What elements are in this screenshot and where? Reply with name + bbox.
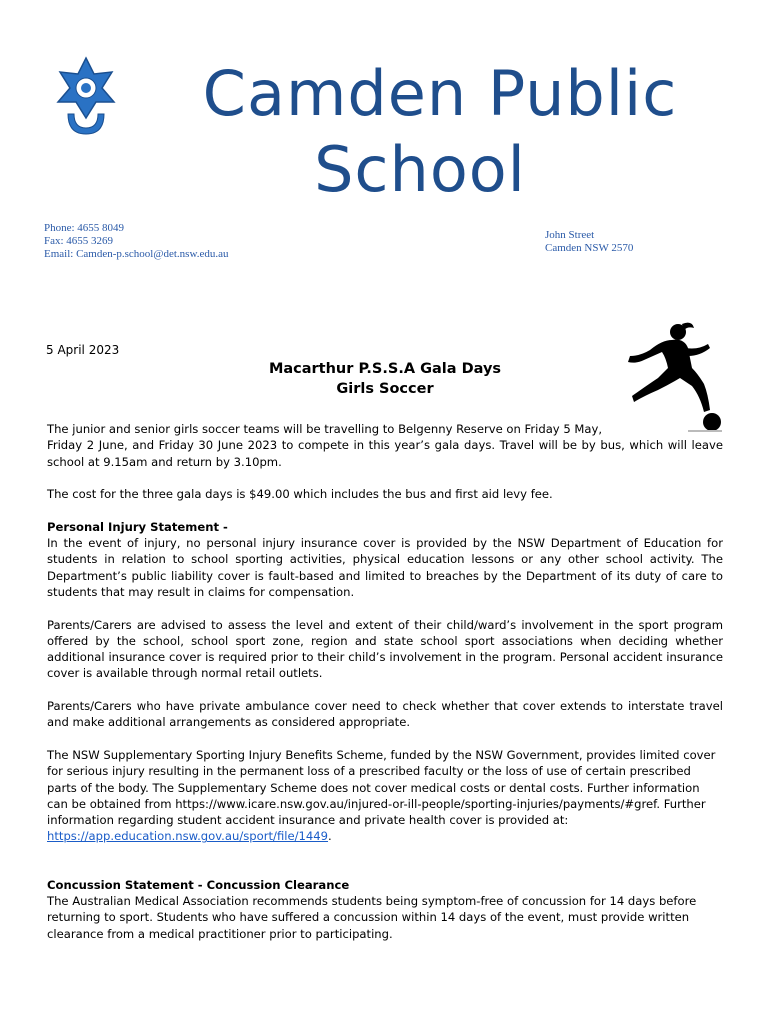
school-name bbox=[160, 56, 720, 208]
address-street: John Street bbox=[545, 229, 595, 241]
intro-line1: The junior and senior girls soccer teams will be travelling to Belgenny Reserve on Friday 5 May, bbox=[47, 422, 603, 436]
concussion-heading: Concussion Statement - Concussion Clearance bbox=[47, 877, 350, 892]
school-name-line1: Camden Public bbox=[202, 57, 678, 130]
injury-paragraph-3: Parents/Carers who have private ambulance cover need to check whether that cover extends to interstate travel and make additional arrangements as considered appropriate. bbox=[47, 699, 723, 730]
school-name-line2: School bbox=[314, 133, 526, 206]
concussion-paragraph: The Australian Medical Association recommends students being symptom-free of concussion for 14 days before returning to sport. Students who have suffered a concussion within 14 days of the event, must provide written clearance from a medical practitioner prior to participating. bbox=[47, 894, 697, 941]
school-address bbox=[545, 229, 633, 255]
intro-paragraph: Friday 2 June, and Friday 30 June 2023 to compete in this year’s gala days. Travel will be by bus, which will leave school at 9.15am and return by 3.10pm. bbox=[47, 438, 723, 469]
title-line2: Girls Soccer bbox=[336, 381, 434, 397]
contact-details bbox=[44, 222, 228, 261]
fax-number: Fax: 4655 3269 bbox=[44, 235, 114, 247]
phone-number: Phone: 4655 8049 bbox=[44, 222, 125, 234]
email-address: Email: Camden-p.school@det.nsw.edu.au bbox=[44, 248, 229, 260]
address-suburb: Camden NSW 2570 bbox=[545, 242, 634, 254]
injury-paragraph-2: Parents/Carers are advised to assess the level and extent of their child/ward’s involvement in the sport program offered by the school, school sport zone, region and state school sport associations when deciding whether additional insurance cover is required prior to their child’s involvement in the program. Personal accident insurance cover is available through normal retail outlets. bbox=[47, 617, 723, 681]
letter-title bbox=[230, 359, 540, 399]
scheme-text: The NSW Supplementary Sporting Injury Benefits Scheme, funded by the NSW Government, provides limited cover for serious injury resulting in the permanent loss of a prescribed faculty or the loss of use of certain prescribed parts of the body. The Supplementary Scheme does not cover medical costs or dental costs. Further information can be obtained from https://www.icare.nsw.gov.au/injured-or-ill-people/sporting-injuries/payments/#gref. Further information regarding student accident insurance and private health cover is provided at: bbox=[47, 747, 716, 828]
soccer-player-silhouette-icon bbox=[618, 318, 722, 434]
letter-date: 5 April 2023 bbox=[46, 343, 120, 357]
title-line1: Macarthur P.S.S.A Gala Days bbox=[268, 361, 502, 377]
cost-paragraph: The cost for the three gala days is $49.00 which includes the bus and first aid levy fee. bbox=[47, 487, 553, 502]
scheme-paragraph bbox=[47, 747, 723, 845]
sport-file-link[interactable]: https://app.education.nsw.gov.au/sport/file/1449 bbox=[47, 829, 329, 844]
school-crest-star-icon bbox=[52, 56, 120, 138]
injury-paragraph-1: In the event of injury, no personal injury insurance cover is provided by the NSW Department of Education for students in relation to school sporting activities, physical education lessons or any other school activity. The Department’s public liability cover is fault-based and limited to breaches by the Department of its duty of care to students that may result in claims for compensation. bbox=[47, 536, 723, 599]
letter-body bbox=[47, 421, 723, 958]
injury-heading: Personal Injury Statement - bbox=[47, 519, 228, 534]
scheme-end: . bbox=[328, 829, 332, 844]
